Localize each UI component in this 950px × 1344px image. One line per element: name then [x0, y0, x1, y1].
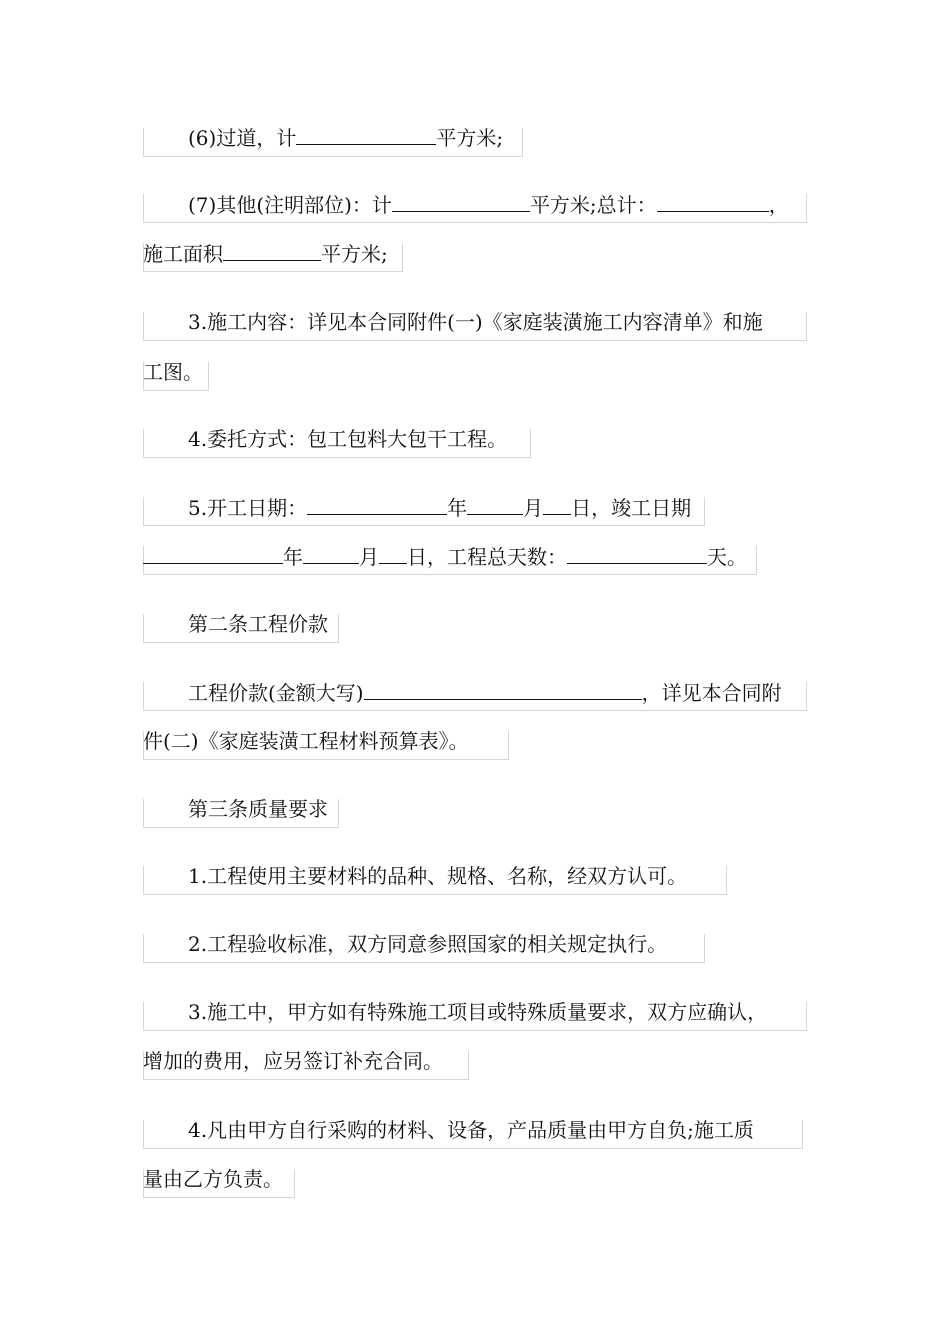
content-line: 3.施工内容：详见本合同附件(一)《家庭装潢施工内容清单》和施	[188, 310, 763, 334]
blank-field[interactable]	[364, 679, 642, 700]
content-line: 增加的费用，应另签订补充合同。	[143, 1049, 443, 1073]
blank-field[interactable]	[303, 543, 359, 564]
content-line: 2.工程验收标准，双方同意参照国家的相关规定执行。	[188, 932, 668, 956]
section-heading: 第三条质量要求	[188, 797, 328, 821]
blank-field[interactable]	[567, 543, 707, 564]
blank-field[interactable]	[657, 191, 769, 212]
blank-field[interactable]	[392, 191, 530, 212]
blank-field[interactable]	[223, 240, 321, 261]
content-line: 3.施工中，甲方如有特殊施工项目或特殊质量要求，双方应确认，	[188, 1000, 768, 1024]
section-heading: 第二条工程价款	[188, 612, 328, 636]
blank-field[interactable]	[543, 494, 571, 515]
blank-field[interactable]	[296, 124, 436, 145]
content-line: 工图。	[143, 360, 203, 384]
end-date-line: 年 月 日，工程总天数： 天。	[143, 543, 747, 570]
content-line: 量由乙方负责。	[143, 1167, 283, 1191]
construction-area-line: 施工面积 平方米;	[143, 242, 388, 266]
blank-field[interactable]	[467, 494, 523, 515]
start-date-line: 5.开工日期： 年 月 日，竣工日期	[188, 496, 692, 520]
content-line: 件(二)《家庭装潢工程材料预算表》。	[143, 729, 469, 753]
blank-field[interactable]	[379, 543, 407, 564]
content-line: 4.凡由甲方自行采购的材料、设备，产品质量由甲方自负;施工质	[188, 1118, 754, 1142]
price-line: 工程价款(金额大写) ，详见本合同附	[188, 681, 782, 705]
blank-field[interactable]	[307, 494, 447, 515]
content-line: 4.委托方式：包工包料大包干工程。	[188, 427, 508, 451]
area-other-line: (7)其他(注明部位)：计 平方米;总计： ，	[188, 193, 789, 217]
area-corridor-line: (6)过道，计 平方米;	[188, 126, 504, 150]
content-line: 1.工程使用主要材料的品种、规格、名称，经双方认可。	[188, 864, 688, 888]
blank-field[interactable]	[143, 543, 283, 564]
